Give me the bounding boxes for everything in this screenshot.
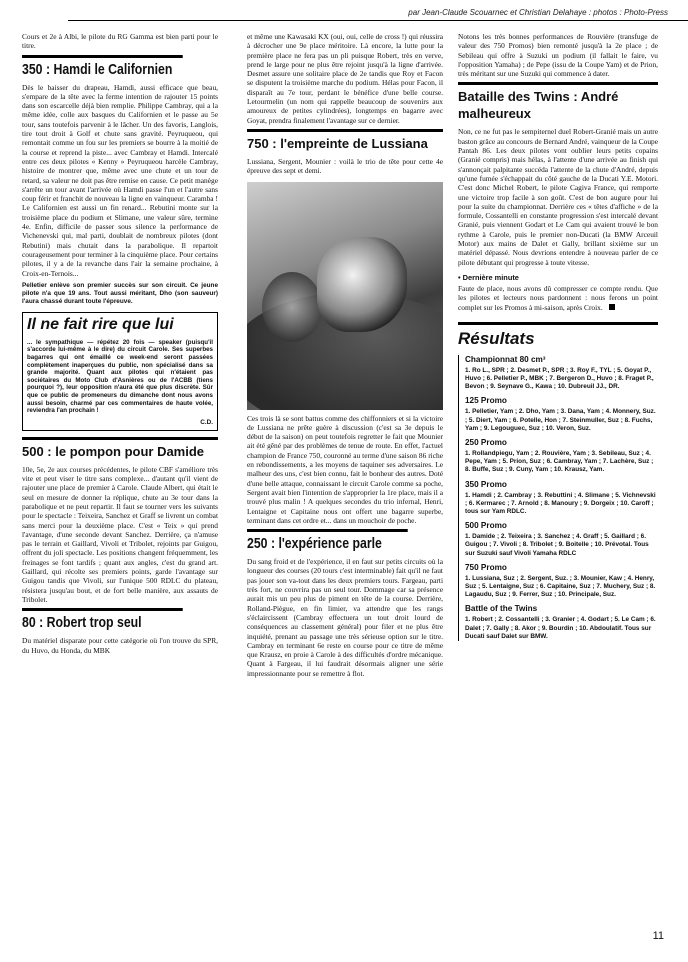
- result-line: 1. Damide ; 2. Teixeira ; 3. Sanchez ; 4. Graff ; 5. Gaillard ; 6. Guigou ; 7. Vivoli ; 8. Tribolet ; 9. Boitelle ; 10. Prévotal. Tous sur Suzuki sauf Vivoli Yamaha RDLC: [465, 533, 649, 557]
- result-line: 1. Lussiana, Suz ; 2. Sergent, Suz. ; 3. Mounier, Kaw ; 4. Henry, Suz ; 5. Lentaigne, Suz ; 6. Capitaine, Suz ; 7. Muchery, Suz ; 8. Lagaudu, Suz ; 9. Ferrer, Suz ; 10. Principale, Suz.: [465, 574, 656, 599]
- paragraph-250: Du sang froid et de l'expérience, il en faut sur petits circuits où la longueur des courses (20 tours c'est interminable) fait qu'il ne faut pas jouer son va-tout dans les deux premiers tours. Fargeau, parti très fort, ne couvrira pas un seul tour. Dommage car sa présence aurait mis un peu plus de piment en tête de la course. Derrière, Rolland-Piègue, en fin limier, va attendre que les rangs s'éclaircissent (Cambray effectuera un tout droit lourd de conséquences au classement général) pour filer et ne plus être inquiété, prenant au passage une très sérieuse option sur le titre. Cambray en terminant 6e reste en course pour ce titre de même que Krausz, en proie à Carole à des difficultés d'ordre mécanique. Quant à Fargeau, il lui faudrait désormais aligner une série impressionnante pour se remettre à flot.: [247, 557, 443, 678]
- result-heading: Battle of the Twins: [465, 604, 538, 614]
- paragraph-250-cont: Notons les très bonnes performances de Rouvière (transfuge de valeur des 750 Promos) bien remonté jusqu'à la 2e place ; de Sebileau qui offre à Suzuki un podium (il fallait le faire, vu l'opposition Yamaha) ; de Pepe (issu de la Coupe Yam) et de Prion, très méritant sur une Suzuki qui commence à dater.: [458, 32, 658, 79]
- paragraph-80-cont: et même une Kawasaki KX (oui, oui, celle de cross !) qui réussira à décrocher une 9e place méritoire. Là encore, la lutte pour la première place ne fera pas un pli puisque Robert, très en verve, prend le large pour ne plus être rejoint jusqu'à la ligne d'arrivée. Desmet assure une solitaire place de 2e tandis que Roy et Facon se disputent la troisième marche du podium. Hélas pour Facon, il disparaît au 7e tour, perdant le bénéfice d'une belle course. Letourmelin (un nom qui rappelle beaucoup de souvenirs aux amoureux de petites cylindrées), longtemps en bagarre avec Goyat, prendra finalement l'avantage sur ce dernier.: [247, 32, 443, 125]
- result-line: 1. Rollandpiegu, Yam ; 2. Rouvière, Yam ; 3. Sebileau, Suz ; 4. Pepe, Yam ; 5. Prion, Suz ; 6. Cambray, Yam ; 7. Lachère, Suz ; 8. Buffe, Suz ; 9. Cuny, Yam ; 10. Krausz, Yam.: [465, 450, 654, 474]
- heading-500: 500 : le pompon pour Damide: [22, 437, 218, 460]
- result-heading: Championnat 80 cm³: [465, 354, 546, 364]
- box-title: Il ne fait rire que lui: [27, 315, 174, 333]
- heading-750: 750 : l'empreinte de Lussiana: [247, 129, 443, 152]
- paragraph-750-intro: Lussiana, Sergent, Mounier : voilà le trio de tête pour cette 4e épreuve des sept et demi.: [247, 156, 443, 176]
- photo-caption: Pelletier enlève son premier succès sur son circuit. Ce jeune pilote n'a que 19 ans. Tout aussi méritant, Dho (son sauveur) l'aura chassé durant toute l'épreuve.: [22, 281, 218, 305]
- column-1: [22, 32, 218, 659]
- byline: par Jean-Claude Scouarnec et Christian Delahaye : photos : Photo-Press: [408, 8, 668, 17]
- last-minute-text: Faute de place, nous avons dû compresser ce compte rendu. Que les pilotes et lecteurs nous pardonnent : nous ferons un point complet sur les Promos à mi-saison, après Croix.: [458, 283, 658, 312]
- paragraph-twins: Non, ce ne fut pas le sempiternel duel Robert-Granié mais un autre baston grâce au concours de Bernard André, vainqueur de la Coupe Pantah 86. Les deux pilotes vont oublier leurs petits copains (Granié compris) mais hélas, à l'attente d'une arrivée au finish qui s'annonçait palpitante succéda l'attente de la chute d'André, depuis qu'une fumée s'échappait du côté gauche de la Ducati Y.E. Motori. C'est donc Michel Robert, le pilote Cagiva France, qui remporte une victoire trop facile à son goût. C'est de bon augure pour lui pour la suite du championnat. Derrière ces « têtes d'affiche » de la formule, Cossantelli en constante progression s'est intercalé devant Granié, puis viennent Godart et Le Cam qui avaient trouvé le bon rythme à Carole, puis le premier non-Ducati (la BMW Arceuil Motor) aux mains de Dalet et Gally, brillant sixième sur un matériel dépassé. Nous devrions entendre à nouveau parler de ce pilote débutant qui progresse à toute vitesse.: [458, 127, 658, 267]
- result-heading: 125 Promo: [465, 396, 507, 406]
- result-heading: 750 Promo: [465, 562, 507, 572]
- heading-80: 80 : Robert trop seul: [22, 608, 183, 631]
- speaker-box: [22, 312, 218, 431]
- result-heading: 350 Promo: [465, 479, 507, 489]
- results-list: [458, 355, 658, 641]
- last-minute-title: • Dernière minute: [458, 272, 519, 282]
- race-photo: [247, 182, 443, 410]
- result-line: 1. Pelletier, Yam ; 2. Dho, Yam ; 3. Dana, Yam ; 4. Monnery, Suz. ; 5. Diert, Yam ; 6. Potelle, Hon ; 7. Steinmuller, Suz ; 8. Fuchs, Yam ; 9. Legouguec, Suz ; 10. Veron, Suz.: [465, 408, 656, 432]
- column-3: [458, 32, 658, 644]
- result-line: 1. Hamdi ; 2. Cambray ; 3. Rebuttini ; 4. Slimane ; 5. Vichnevski ; 6. Kermarec ; 7. Arnold ; 8. Manoury ; 9. Dorgeix ; 10. Caroff ; tous sur Yam RDLC.: [465, 491, 656, 516]
- heading-250: 250 : l'expérience parle: [247, 529, 408, 552]
- page-number: 11: [652, 930, 664, 942]
- intro-paragraph: Cours et 2e à Albi, le pilote du RG Gamma est bien parti pour le titre.: [22, 32, 218, 51]
- results-title: Résultats: [458, 322, 658, 349]
- column-2: [247, 32, 443, 682]
- result-line: 1. Ro L., SPR ; 2. Desmet P., SPR ; 3. Roy F., TYL ; 5. Goyat P., Huvo ; 6. Pelletier P., MBK ; 7. Bergeron D., Huvo ; 8. Fraget P., Bevon ; 9. Seynave G., Kawa ; 10. Dubreuil JJ., DR.: [465, 366, 654, 391]
- paragraph-750: Ces trois là se sont battus comme des chiffonniers et si la victoire de Lussiana ne prête guère à discussion (c'est sa 3e depuis le début de la saison) on peut toutefois regretter le fait que Mounier ait été gêné par des problèmes de tenue de route. En effet, l'actuel champion de France 750, couronné au terme d'une saison 86 riche en rebondissements, a les moyens de taquiner ses adversaires. Le malheur des uns, c'est bien connu, fait le bonheur des autres. Doté d'une belle attaque, connaissant le circuit Carole comme sa poche, Sergent avait bien l'intention de s'approprier la 1re place, mais il a trouvé plus malin ! A quelques secondes du trio infernal, Henri, Lentaigne et Capitaine nous ont offert une bagarre superbe, terminant dans cet ordre et... dans un mouchoir de poche.: [247, 413, 443, 525]
- paragraph-500: 10e, 5e, 2e aux courses précédentes, le pilote CBF s'améliore très vite et peut viser le titre sans complexe... d'autant qu'il vient de rajouter une place de premier à Carole. Claude Albert, qui était le seul en mesure de donner la réplique, chute au 3e tour dans la parabolique et ne peut repartir. Il faut se tourner vers les suivants pour le spectacle : Teixeira, Sanchez et Graff se livrent un combat sans merci pour la deuxième place. C'est « Teix » qui prend l'avantage, d'une seconde devant Sanchez. Derrière, ça n'amuse pas le terrain et Gaillard, Vivoli et Tribolet, rejoints par Guigou, offrent du joli spectacle. Les positions changent fréquemment, les freinages se font tardifs ; quant aux angles, c'est du grand art. Gaillard, qui récolte ses premiers points, garde l'avantage sur Guigou tandis que Vivoli, sur l'unique 500 RDLC du plateau, résistera jusqu'au bout, et de fort belle manière, aux assauts de Tribolet.: [22, 464, 218, 604]
- heading-twins: Bataille des Twins : André malheureux: [458, 82, 658, 122]
- paragraph-350: Dès le baisser du drapeau, Hamdi, aussi efficace que beau, s'empare de la tête avec la ferme intention de rajouter 15 points dans son escarcelle déjà bien remplie. Philippe Cambray, qui a la même idée, colle aux basques du Californien et le passe au 5e tour, sans toutefois parvenir à le lâcher. Un des favoris, Langlois, tire tout droit à Golf et chute sans gravité. Peyruqueou, qui remontait comme un fou sur les premiers se bourre à la moitié de la course et reprend la piste... avec Cambray et Hamdi. Intercalé entre ces deux pilotes « Kenny » Peyruqueou harcèle Cambray, histoire de montrer que, même avec une chute et un tour de retard, sa valeur ne doit pas être remise en cause. Ce petit manège s'arrête un tour avant l'arrivée où Hamdi passe l'un et l'autre sans coup férir et franchit de nouveau la ligne en vainqueur. Caramba ! Le Californien est aussi un fin renard... Rebutini monte sur la troisième place du podium et Slimane, une valeur sûre, termine 4e. Enfin, difficile de passer sous silence la performance de Vichenevski qui, mal parti, doublait de nombreux pilotes (dont Rebutini) mais chutait dans la parabolique. Il repartoit courageusement pour terminer à la cinquième place. Pour certains pilotes, il y a de la revanche dans l'air la semaine prochaine, à Croix-en-Ternois...: [22, 82, 218, 278]
- box-text: ... le sympathique — répétez 20 fois — speaker (puisqu'il s'accorde lui-même à le dire) du circuit Carole. Ses superbes bagarres qui ont émaillé ce week-end seront passées complètement inaperçues du public, non spécialisé dans sa grande majorité. Quant aux pilotes qui n'étaient pas sociétaires du Moto Club d'Asnières ou de l'ACBB (tiens pourquoi ?), leur opposition n'aura été que plus discrète. Sûr que ce public de promeneurs du dimanche dont nous avons aussi besoin, charmé par ces commentaires de haute volée, reviendra l'an prochain !: [27, 338, 213, 415]
- box-signature: C.D.: [200, 418, 213, 426]
- result-heading: 500 Promo: [465, 521, 507, 531]
- heading-350: 350 : Hamdi le Californien: [22, 55, 183, 78]
- result-heading: 250 Promo: [465, 438, 507, 448]
- result-line: 1. Robert ; 2. Cossantelli ; 3. Granier ; 4. Godart ; 5. Le Cam ; 6. Dalet ; 7. Gally ; 8. Akor ; 9. Bourdin ; 10. Abdoulatif. Tous sur Ducati sauf Dalet sur BMW.: [465, 616, 656, 640]
- paragraph-80: Du matériel disparate pour cette catégorie où l'on trouve du SPR, du Huvo, du Honda, du MBK: [22, 636, 218, 655]
- end-mark: [609, 304, 615, 310]
